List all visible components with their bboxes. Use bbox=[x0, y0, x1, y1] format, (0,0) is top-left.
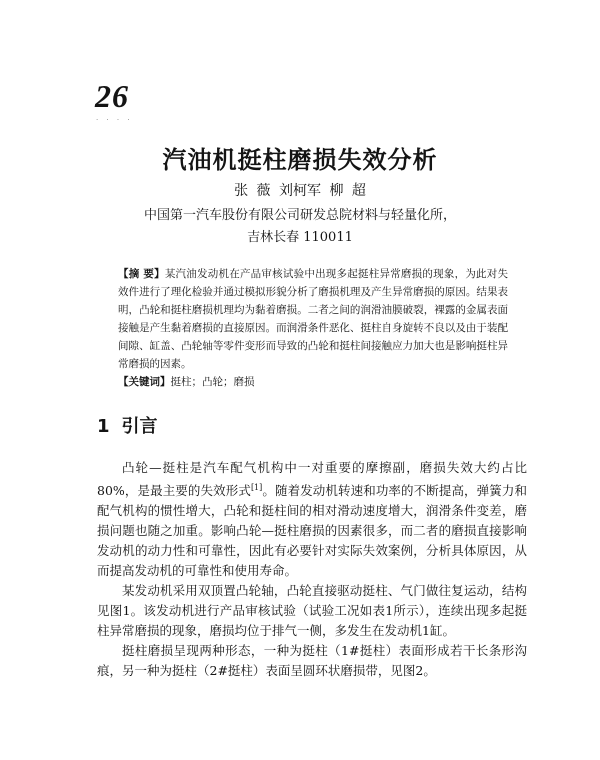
paragraph-1 bbox=[97, 458, 527, 581]
affiliation bbox=[0, 205, 600, 249]
paragraph-1-text-a: 凸轮—挺柱是汽车配气机构中一对重要的摩擦副，磨损失效大约占比80%，是最主要的失效形式 bbox=[97, 460, 527, 499]
section-heading bbox=[97, 412, 158, 438]
page-number-dots: · · · · bbox=[96, 116, 133, 124]
citation-1: [1] bbox=[250, 483, 263, 492]
paragraph-2: 某发动机采用双顶置凸轮轴，凸轮直接驱动挺柱、气门做往复运动，结构见图1。该发动机进行产品审核试验（试验工况如表1所示），连续出现多起挺柱异常磨损的现象，磨损均位于排气一侧，多发生在发动机1缸。 bbox=[97, 583, 527, 639]
authors: 张 薇 刘柯军 柳 超 bbox=[234, 183, 366, 199]
keywords bbox=[118, 373, 508, 391]
affiliation-line-2: 吉林长春 110011 bbox=[247, 230, 353, 245]
keywords-label: 【关键词】 bbox=[118, 376, 171, 388]
body-text bbox=[97, 458, 527, 681]
paragraph-1-text-b: 。随着发动机转速和功率的不断提高，弹簧力和配气机构的惯性增大，凸轮和挺柱间的相对滑动速度增大，润滑条件变差，磨损问题也随之加重。影响凸轮—挺柱磨损的因素很多，而二者的磨损直接影响发动机的动力性和可靠性，因此有必要针对实际失效案例，分析具体原因，从而提高发动机的可靠性和使用寿命。 bbox=[97, 483, 527, 579]
abstract bbox=[118, 265, 508, 373]
section-number: 1 bbox=[97, 416, 110, 437]
affiliation-line-1: 中国第一汽车股份有限公司研发总院材料与轻量化所， bbox=[143, 208, 456, 223]
page-number: 26 bbox=[95, 78, 129, 114]
keywords-text: 挺柱；凸轮；磨损 bbox=[170, 376, 255, 388]
abstract-text: 某汽油发动机在产品审核试验中出现多起挺柱异常磨损的现象，为此对失效件进行了理化检验并通过模拟形貌分析了磨损机理及产生异常磨损的原因。结果表明，凸轮和挺柱磨损机理均为黏着磨损。二者之间的润滑油膜破裂，裸露的金属表面接触是产生黏着磨损的直接原因。而润滑条件恶化、挺柱自身旋转不良以及由于装配间隙、缸盖、凸轮轴等零件变形而导致的凸轮和挺柱间接触应力加大也是影响挺柱异常磨损的因素。 bbox=[118, 268, 509, 370]
abstract-label: 【摘 要】 bbox=[118, 268, 165, 280]
paper-title: 汽油机挺柱磨损失效分析 bbox=[162, 146, 438, 174]
section-title: 引言 bbox=[121, 416, 158, 437]
paragraph-3: 挺柱磨损呈现两种形态，一种为挺柱（1#挺柱）表面形成若干长条形沟痕，另一种为挺柱（2#挺柱）表面呈圆环状磨损带，见图2。 bbox=[97, 643, 527, 679]
